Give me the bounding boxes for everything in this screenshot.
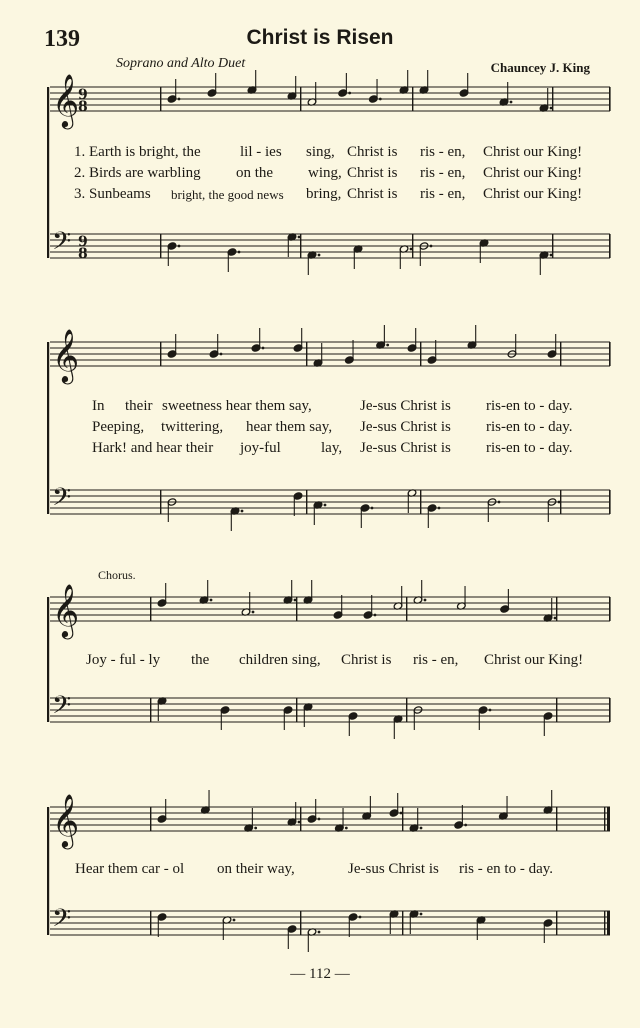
- lyric-syllable: In: [92, 398, 105, 414]
- bar-line: [406, 698, 407, 722]
- double-bar-line: [604, 807, 605, 831]
- bar-line: [420, 490, 421, 514]
- final-bar-line: [607, 807, 610, 831]
- lyric-syllable: ris - en to - day.: [459, 861, 553, 877]
- augmentation-dot: [262, 347, 265, 350]
- lyric-syllable: wing,: [308, 165, 342, 181]
- lyric-syllable: Christ our King!: [483, 165, 583, 181]
- chorus-line: [50, 861, 610, 882]
- lyric-syllable: ris-en to - day.: [486, 398, 573, 414]
- bass-clef-icon: 𝄢: [52, 691, 72, 726]
- verse-2-line: [50, 419, 610, 440]
- augmentation-dot: [178, 98, 181, 101]
- augmentation-dot: [238, 251, 241, 254]
- lyric-syllable: Christ is: [347, 165, 398, 181]
- bass-clef-icon: 𝄢: [52, 227, 72, 262]
- lyric-syllable: Christ is: [347, 186, 398, 202]
- time-signature-top: 9: [78, 234, 88, 250]
- bar-line: [406, 597, 407, 621]
- lyric-syllable: their: [125, 398, 153, 414]
- bar-line: [300, 87, 301, 111]
- verse-1-line: [50, 144, 610, 165]
- augmentation-dot: [294, 599, 297, 602]
- augmentation-dot: [498, 501, 501, 504]
- lyric-syllable: Christ our King!: [484, 652, 584, 668]
- augmentation-dot: [386, 344, 389, 347]
- lyric-syllable: 1. Earth is bright, the: [74, 144, 201, 160]
- bar-line: [160, 234, 161, 258]
- augmentation-dot: [233, 919, 236, 922]
- lyric-syllable: Je-sus Christ is: [360, 419, 451, 435]
- bar-line: [150, 911, 151, 935]
- bar-line: [150, 698, 151, 722]
- bar-line: [306, 342, 307, 366]
- bar-line: [412, 234, 413, 258]
- bass-clef-icon: 𝄢: [52, 904, 72, 939]
- augmentation-dot: [318, 254, 321, 257]
- lyric-syllable: Christ is: [347, 144, 398, 160]
- augmentation-dot: [298, 236, 301, 239]
- lyric-syllable: Christ is: [341, 652, 392, 668]
- bar-line: [556, 911, 557, 935]
- lyric-syllable: lil - ies: [240, 144, 282, 160]
- lyrics-system-1: [50, 144, 610, 207]
- bar-line: [300, 911, 301, 935]
- bar-line: [150, 597, 151, 621]
- lyric-syllable: 2. Birds are warbling: [74, 165, 201, 181]
- time-signature-top: 9: [78, 87, 88, 103]
- page-number: — 112 —: [290, 966, 350, 982]
- bar-line: [160, 490, 161, 514]
- lyric-syllable: ris - en,: [420, 186, 466, 202]
- augmentation-dot: [345, 827, 348, 830]
- lyric-syllable: Hark! and hear their: [92, 440, 214, 456]
- bar-line: [300, 807, 301, 831]
- lyric-syllable: 3. Sunbeams: [74, 186, 151, 202]
- treble-clef-icon: 𝄞: [52, 583, 80, 637]
- augmentation-dot: [252, 611, 255, 614]
- lyric-syllable: on their way,: [217, 861, 295, 877]
- augmentation-dot: [318, 931, 321, 934]
- treble-clef-icon: 𝄞: [52, 328, 80, 382]
- bar-line: [160, 342, 161, 366]
- lyrics-system-3: [50, 652, 610, 673]
- lyric-syllable: sing,: [306, 144, 335, 160]
- augmentation-dot: [464, 824, 467, 827]
- augmentation-dot: [400, 812, 403, 815]
- lyric-syllable: Je-sus Christ is: [360, 398, 451, 414]
- augmentation-dot: [178, 245, 181, 248]
- augmentation-dot: [550, 107, 553, 110]
- system-bracket: [47, 87, 49, 258]
- lyric-syllable: Joy - ful - ly: [86, 652, 161, 668]
- bar-line: [160, 87, 161, 111]
- bar-line: [412, 87, 413, 111]
- lyric-syllable: Hear them car - ol: [75, 861, 185, 877]
- augmentation-dot: [424, 599, 427, 602]
- bar-line: [556, 807, 557, 831]
- augmentation-dot: [550, 254, 553, 257]
- bar-line: [420, 342, 421, 366]
- lyric-syllable: ris-en to - day.: [486, 440, 573, 456]
- augmentation-dot: [318, 818, 321, 821]
- augmentation-dot: [220, 353, 223, 356]
- lyric-syllable: ris-en to - day.: [486, 419, 573, 435]
- bar-line: [150, 807, 151, 831]
- augmentation-dot: [324, 504, 327, 507]
- augmentation-dot: [438, 507, 441, 510]
- bar-line: [402, 911, 403, 935]
- augmentation-dot: [489, 709, 492, 712]
- lyric-syllable: ris - en,: [420, 144, 466, 160]
- end-bar-line: [609, 87, 611, 111]
- lyric-syllable: sweetness hear them say,: [162, 398, 312, 414]
- final-bar-line: [607, 911, 610, 935]
- augmentation-dot: [374, 614, 377, 617]
- augmentation-dot: [241, 510, 244, 513]
- end-bar-line: [609, 698, 611, 722]
- lyric-syllable: Christ our King!: [483, 144, 583, 160]
- lyric-syllable: the: [191, 652, 210, 668]
- system-bracket: [47, 807, 49, 935]
- hymn-subtitle: Soprano and Alto Duet: [116, 56, 246, 71]
- end-bar-line: [609, 342, 611, 366]
- chorus-line: [50, 652, 610, 673]
- lyric-syllable: ris - en,: [413, 652, 459, 668]
- augmentation-dot: [379, 98, 382, 101]
- treble-clef-icon: 𝄞: [52, 73, 80, 127]
- augmentation-dot: [420, 827, 423, 830]
- lyric-syllable: on the: [236, 165, 274, 181]
- augmentation-dot: [554, 617, 557, 620]
- augmentation-dot: [371, 507, 374, 510]
- augmentation-dot: [348, 92, 351, 95]
- lyric-syllable: ris - en,: [420, 165, 466, 181]
- augmentation-dot: [298, 821, 301, 824]
- hymn-title: Christ is Risen: [246, 26, 394, 49]
- lyric-syllable: hear them say,: [246, 419, 333, 435]
- composer: Chauncey J. King: [490, 60, 590, 75]
- bar-line: [306, 490, 307, 514]
- lyric-syllable: Peeping,: [92, 419, 145, 435]
- system-bracket: [47, 342, 49, 514]
- augmentation-dot: [410, 248, 413, 251]
- end-bar-line: [609, 490, 611, 514]
- bass-clef-icon: 𝄢: [52, 483, 72, 518]
- augmentation-dot: [420, 913, 423, 916]
- augmentation-dot: [254, 827, 257, 830]
- lyric-syllable: Je-sus Christ is: [360, 440, 451, 456]
- lyric-syllable: lay,: [321, 440, 343, 456]
- treble-clef-icon: 𝄞: [52, 793, 80, 847]
- hymn-number: 139: [44, 26, 80, 52]
- lyrics-system-4: [50, 861, 610, 882]
- lyric-syllable: children sing,: [239, 652, 321, 668]
- bar-line: [560, 342, 561, 366]
- augmentation-dot: [210, 599, 213, 602]
- double-bar-line: [604, 911, 605, 935]
- lyric-syllable: joy-ful: [240, 440, 281, 456]
- end-bar-line: [609, 597, 611, 621]
- lyric-syllable: bring,: [306, 186, 342, 202]
- augmentation-dot: [510, 101, 513, 104]
- lyric-syllable: twittering,: [161, 419, 224, 435]
- time-signature-bottom: 8: [78, 99, 88, 115]
- verse-2-line: [50, 165, 610, 186]
- lyrics-system-2: [50, 398, 610, 461]
- bar-line: [556, 698, 557, 722]
- bar-line: [402, 807, 403, 831]
- augmentation-dot: [558, 501, 561, 504]
- verse-3-line: [50, 186, 610, 207]
- system-bracket: [47, 597, 49, 722]
- chorus-label: Chorus.: [98, 568, 136, 582]
- lyric-syllable: bright, the good news: [171, 187, 284, 202]
- verse-1-line: [50, 398, 610, 419]
- lyric-syllable: Christ our King!: [483, 186, 583, 202]
- augmentation-dot: [359, 916, 362, 919]
- verse-3-line: [50, 440, 610, 461]
- end-bar-line: [609, 234, 611, 258]
- time-signature-bottom: 8: [78, 246, 88, 262]
- augmentation-dot: [430, 245, 433, 248]
- bar-line: [296, 698, 297, 722]
- lyric-syllable: Je-sus Christ is: [348, 861, 439, 877]
